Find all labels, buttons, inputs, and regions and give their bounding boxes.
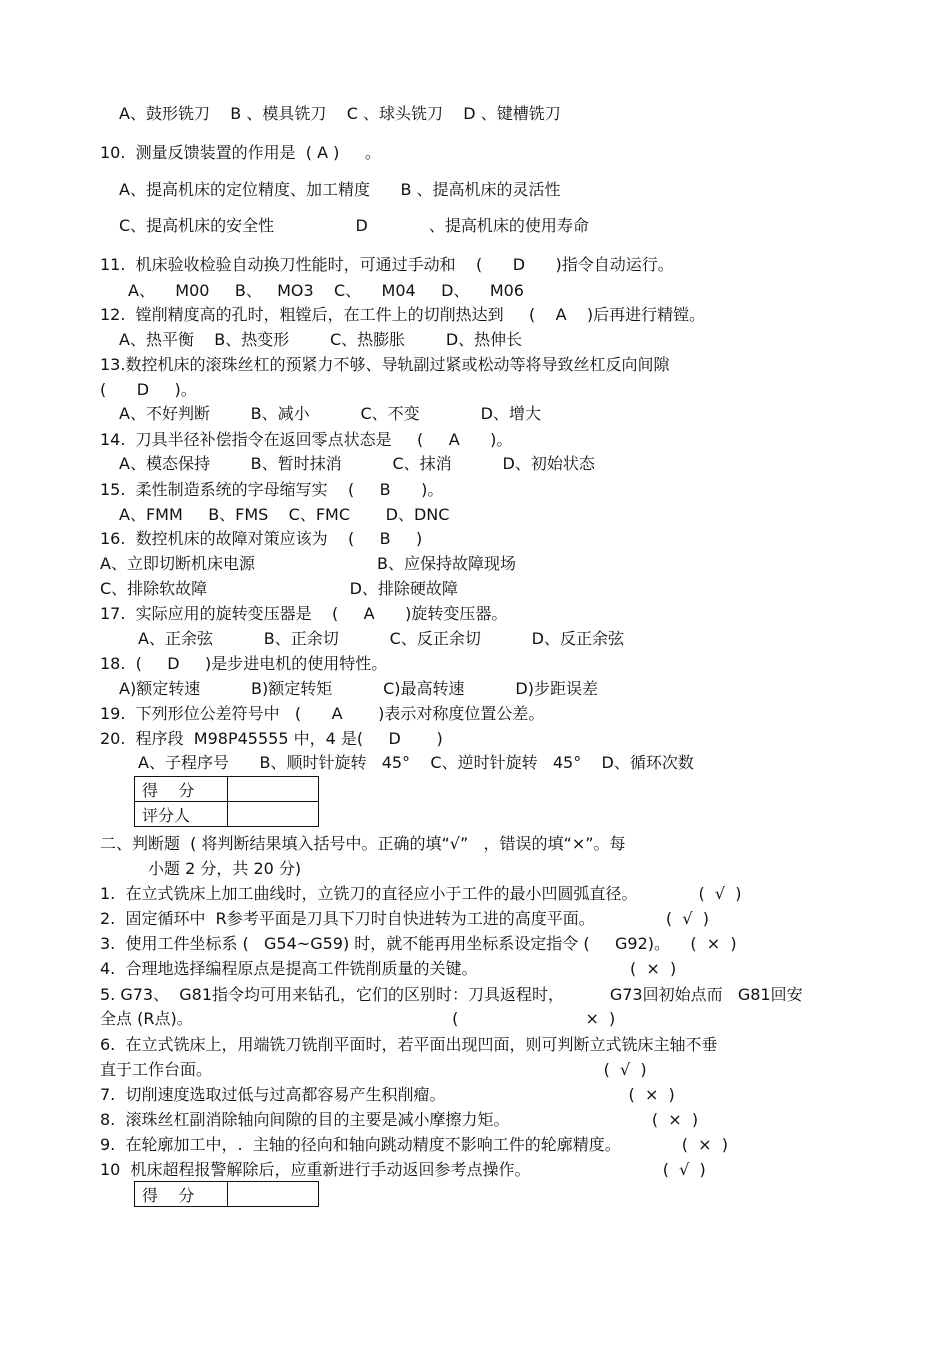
q10-options-cd: C、提高机床的安全性 D 、提高机床的使用寿命 [119, 216, 589, 235]
tf-8: 8. 滚珠丝杠副消除轴向间隙的目的主要是减小摩擦力矩。 ( × ) [100, 1110, 699, 1129]
score-label: 得 分 [135, 1182, 228, 1207]
tf-10: 10 机床超程报警解除后，应重新进行手动返回参考点操作。 ( √ ) [100, 1160, 706, 1179]
tf-4: 4. 合理地选择编程原点是提高工件铣削质量的关键。 ( × ) [100, 959, 677, 978]
tf-7: 7. 切削速度选取过低与过高都容易产生积削瘤。 ( × ) [100, 1085, 675, 1104]
tf-9: 9. 在轮廓加工中，. 主轴的径向和轴向跳动精度不影响工件的轮廓精度。 ( × ) [100, 1135, 728, 1154]
tf-5: 5. G73、 G81指令均可用来钻孔，它们的区别时：刀具返程时， G73回初始点而 G81回安 [100, 985, 803, 1004]
q13-options: A、不好判断 B、减小 C、不变 D、增大 [119, 404, 541, 423]
q12-options: A、热平衡 B、热变形 C、热膨胀 D、热伸长 [119, 330, 523, 349]
q13-stem-cont: ( D )。 [100, 380, 197, 399]
q11-stem: 11. 机床验收检验自动换刀性能时，可通过手动和 ( D )指令自动运行。 [100, 255, 674, 274]
tf-3: 3. 使用工件坐标系 ( G54~G59) 时，就不能再用坐标系设定指令 ( G92)。 ( × ) [100, 934, 737, 953]
score-value-cell [228, 1182, 319, 1207]
grader-label: 评分人 [135, 802, 228, 827]
q14-options: A、模态保持 B、暂时抹消 C、抹消 D、初始状态 [119, 454, 595, 473]
tf-6-cont: 直于工作台面。 ( √ ) [100, 1060, 647, 1079]
q16-options-cd: C、排除软故障 D、排除硬故障 [100, 579, 458, 598]
q15-stem: 15. 柔性制造系统的字母缩写实 ( B )。 [100, 480, 444, 499]
q20-options: A、子程序号 B、顺时针旋转 45° C、逆时针旋转 45° D、循环次数 [138, 753, 694, 772]
tf-6: 6. 在立式铣床上，用端铣刀铣削平面时，若平面出现凹面，则可判断立式铣床主轴不垂 [100, 1035, 718, 1054]
tf-2: 2. 固定循环中 R参考平面是刀具下刀时自快进转为工进的高度平面。 ( √ ) [100, 909, 709, 928]
q11-options: A、 M00 B、 MO3 C、 M04 D、 M06 [128, 281, 524, 300]
score-table-1 [134, 776, 319, 827]
q17-options: A、正余弦 B、正余切 C、反正余切 D、反正余弦 [138, 629, 624, 648]
score-value-cell [228, 777, 319, 802]
score-table-2 [134, 1181, 319, 1207]
section-2-title-cont: 小题 2 分，共 20 分) [148, 859, 302, 878]
q18-options: A)额定转速 B)额定转矩 C)最高转速 D)步距误差 [119, 679, 598, 698]
q10-stem: 10. 测量反馈装置的作用是 ( A ) 。 [100, 143, 381, 162]
q16-stem: 16. 数控机床的故障对策应该为 ( B ) [100, 529, 423, 548]
grader-value-cell [228, 802, 319, 827]
section-2-title: 二、判断题 ( 将判断结果填入括号中。正确的填“√” ，错误的填“×”。每 [100, 834, 626, 853]
q10-options-ab: A、提高机床的定位精度、加工精度 B 、提高机床的灵活性 [119, 180, 561, 199]
q20-stem: 20. 程序段 M98P45555 中，4 是( D ) [100, 729, 443, 748]
score-label: 得 分 [135, 777, 228, 802]
tf-5-cont: 全点 (R点)。 ( × ) [100, 1009, 616, 1028]
q9-options: A、鼓形铣刀 B 、模具铣刀 C 、球头铣刀 D 、键槽铣刀 [119, 104, 561, 123]
q12-stem: 12. 镗削精度高的孔时，粗镗后，在工件上的切削热达到 ( A )后再进行精镗。 [100, 305, 706, 324]
q18-stem: 18. ( D )是步进电机的使用特性。 [100, 654, 388, 673]
q16-options-ab: A、立即切断机床电源 B、应保持故障现场 [100, 554, 516, 573]
q19-stem: 19. 下列形位公差符号中 ( A )表示对称度位置公差。 [100, 704, 545, 723]
q14-stem: 14. 刀具半径补偿指令在返回零点状态是 ( A )。 [100, 430, 513, 449]
q17-stem: 17. 实际应用的旋转变压器是 ( A )旋转变压器。 [100, 604, 508, 623]
q13-stem: 13.数控机床的滚珠丝杠的预紧力不够、导轨副过紧或松动等将导致丝杠反向间隙 [100, 355, 670, 374]
q15-options: A、FMM B、FMS C、FMC D、DNC [119, 505, 450, 524]
tf-1: 1. 在立式铣床上加工曲线时，立铣刀的直径应小于工件的最小凹圆弧直径。 ( √ ) [100, 884, 742, 903]
